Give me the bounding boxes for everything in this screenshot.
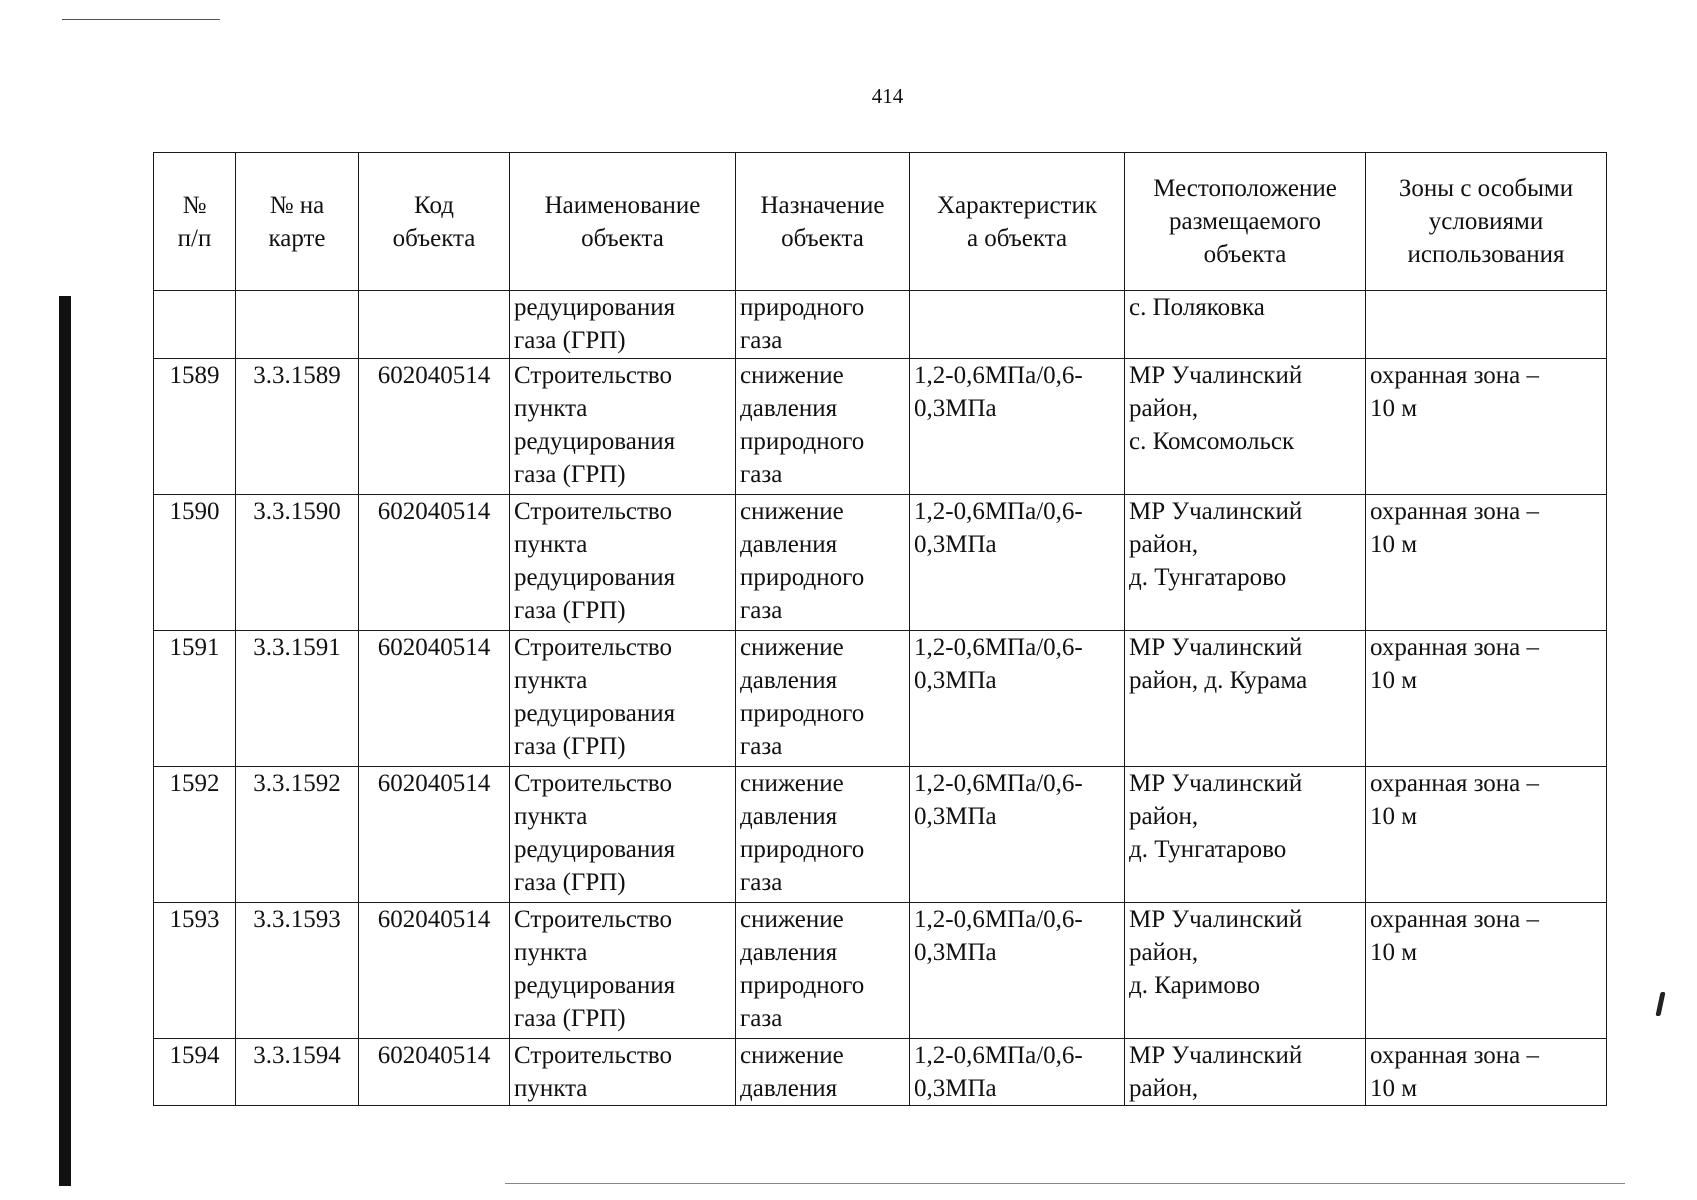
cell-object-characteristic: 1,2-0,6МПа/0,6- 0,3МПа <box>910 903 1125 1039</box>
cell-object-characteristic: 1,2-0,6МПа/0,6- 0,3МПа <box>910 1039 1125 1106</box>
cell-object-characteristic: 1,2-0,6МПа/0,6- 0,3МПа <box>910 359 1125 495</box>
cell-object-location: МР Учалинский район, <box>1125 1039 1366 1106</box>
cell-object-location: МР Учалинский район, д. Курама <box>1125 631 1366 767</box>
cell-special-zones <box>1366 291 1607 359</box>
cell-object-name: Строительство пункта <box>510 1039 736 1106</box>
cell-special-zones: охранная зона – 10 м <box>1366 359 1607 495</box>
cell-row-number: 1591 <box>154 631 236 767</box>
cell-special-zones: охранная зона – 10 м <box>1366 767 1607 903</box>
cell-row-number: 1594 <box>154 1039 236 1106</box>
scan-binding-edge <box>59 296 71 1186</box>
table-row <box>154 767 1607 903</box>
cell-object-purpose: снижение давления <box>736 1039 910 1106</box>
cell-row-number: 1593 <box>154 903 236 1039</box>
cell-map-number: 3.3.1594 <box>236 1039 359 1106</box>
cell-object-code: 602040514 <box>359 359 510 495</box>
header-object-location: Местоположение размещаемого объекта <box>1125 153 1366 291</box>
cell-object-name: Строительство пункта редуцирования газа (ГРП) <box>510 767 736 903</box>
cell-map-number: 3.3.1589 <box>236 359 359 495</box>
cell-object-code: 602040514 <box>359 767 510 903</box>
bottom-scan-rule <box>505 1183 1625 1184</box>
cell-map-number: 3.3.1591 <box>236 631 359 767</box>
cell-object-name: Строительство пункта редуцирования газа (ГРП) <box>510 495 736 631</box>
cell-row-number: 1592 <box>154 767 236 903</box>
cell-object-name: Строительство пункта редуцирования газа (ГРП) <box>510 631 736 767</box>
table-row <box>154 495 1607 631</box>
cell-special-zones: охранная зона – 10 м <box>1366 495 1607 631</box>
cell-row-number: 1590 <box>154 495 236 631</box>
cell-object-name: редуцирования газа (ГРП) <box>510 291 736 359</box>
table-row <box>154 631 1607 767</box>
cell-object-purpose: снижение давления природного газа <box>736 767 910 903</box>
table-row <box>154 359 1607 495</box>
cell-row-number <box>154 291 236 359</box>
cell-object-name: Строительство пункта редуцирования газа (ГРП) <box>510 903 736 1039</box>
objects-table <box>153 152 1607 1106</box>
cell-object-name: Строительство пункта редуцирования газа (ГРП) <box>510 359 736 495</box>
cell-object-characteristic: 1,2-0,6МПа/0,6- 0,3МПа <box>910 767 1125 903</box>
cell-object-code: 602040514 <box>359 631 510 767</box>
table-row <box>154 1039 1607 1106</box>
cell-object-purpose: снижение давления природного газа <box>736 495 910 631</box>
cell-object-purpose: снижение давления природного газа <box>736 631 910 767</box>
cell-special-zones: охранная зона – 10 м <box>1366 903 1607 1039</box>
cell-object-code: 602040514 <box>359 495 510 631</box>
header-row-number: № п/п <box>154 153 236 291</box>
cell-map-number: 3.3.1590 <box>236 495 359 631</box>
header-object-code: Код объекта <box>359 153 510 291</box>
cell-row-number: 1589 <box>154 359 236 495</box>
top-scan-rule <box>62 19 220 20</box>
scan-speck <box>1655 992 1665 1016</box>
cell-object-purpose: снижение давления природного газа <box>736 903 910 1039</box>
cell-object-code: 602040514 <box>359 903 510 1039</box>
header-special-zones: Зоны с особыми условиями использования <box>1366 153 1607 291</box>
cell-object-location: МР Учалинский район, д. Тунгатарово <box>1125 495 1366 631</box>
cell-map-number: 3.3.1592 <box>236 767 359 903</box>
cell-object-location: МР Учалинский район, д. Каримово <box>1125 903 1366 1039</box>
cell-object-code <box>359 291 510 359</box>
cell-object-purpose: снижение давления природного газа <box>736 359 910 495</box>
table-row-continuation <box>154 291 1607 359</box>
cell-special-zones: охранная зона – 10 м <box>1366 1039 1607 1106</box>
header-object-characteristic: Характеристик а объекта <box>910 153 1125 291</box>
cell-special-zones: охранная зона – 10 м <box>1366 631 1607 767</box>
cell-object-location: МР Учалинский район, д. Тунгатарово <box>1125 767 1366 903</box>
page-number: 414 <box>871 84 904 108</box>
header-object-purpose: Назначение объекта <box>736 153 910 291</box>
cell-object-purpose: природного газа <box>736 291 910 359</box>
cell-map-number <box>236 291 359 359</box>
cell-object-characteristic <box>910 291 1125 359</box>
cell-object-location: МР Учалинский район, с. Комсомольск <box>1125 359 1366 495</box>
cell-object-code: 602040514 <box>359 1039 510 1106</box>
cell-object-characteristic: 1,2-0,6МПа/0,6- 0,3МПа <box>910 495 1125 631</box>
table-header-row <box>154 153 1607 291</box>
table-row <box>154 903 1607 1039</box>
cell-object-location: с. Поляковка <box>1125 291 1366 359</box>
header-map-number: № на карте <box>236 153 359 291</box>
cell-map-number: 3.3.1593 <box>236 903 359 1039</box>
cell-object-characteristic: 1,2-0,6МПа/0,6- 0,3МПа <box>910 631 1125 767</box>
header-object-name: Наименование объекта <box>510 153 736 291</box>
